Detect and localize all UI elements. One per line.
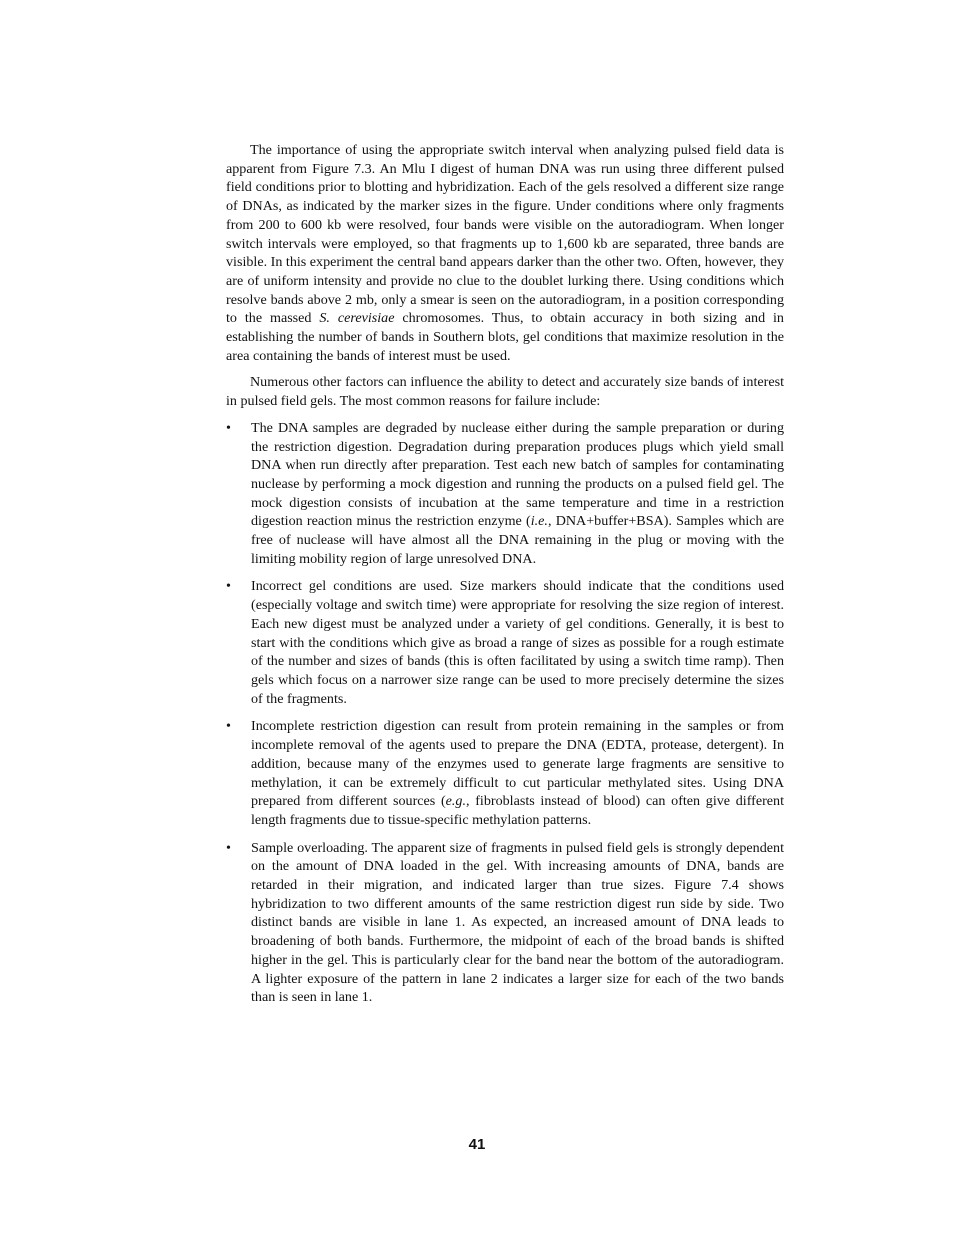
bullet-icon: • — [226, 718, 231, 735]
list-item-text: Incorrect gel conditions are used. Size markers should indicate that the conditions used (especially voltage and switch time) were appropriate for resolving the size region of interest. Each new digest must be analyzed under a variety of gel conditions. Generally, it is best to start with the conditions which give as broad a range of sizes as possible for a rough estimate of the number and sizes of bands (this is often facilitated by using a switch time ramp). Then gels which focus on a narrower size range can be used to more precisely determine the sizes of the fragments. — [251, 578, 784, 707]
list-item-text: , fibroblasts instead of blood) can often give different length fragments due to tissue-specific methylation patterns. — [251, 793, 784, 828]
list-item-degraded-samples — [226, 419, 784, 569]
paragraph-text: The importance of using the appropriate switch interval when analyzing pulsed field data is apparent from Figure 7.3. An Mlu I digest of human DNA was run using three different pulsed field conditions prior to blotting and hybridization. Each of the gels resolved a different size range of DNAs, as indicated by the marker sizes in the figure. Under conditions where only fragments from 200 to 600 kb were resolved, four bands were visible on the autoradiogram. When longer switch intervals were employed, so that fragments up to 1,600 kb are separated, three bands are visible. In this experiment the central band appears darker than the other two. Often, however, they are of uniform intensity and provide no clue to the doublet lurking there. Using conditions which resolve bands above 2 mb, only a smear is seen on the autoradiogram, in a position corresponding to the massed — [226, 142, 784, 327]
bullet-icon: • — [226, 578, 231, 595]
abbreviation: e.g. — [445, 793, 467, 810]
paragraph-other-factors: Numerous other factors can influence the ability to detect and accurately size bands of interest in pulsed field gels. The most common reasons for failure include: — [226, 374, 784, 410]
list-item-sample-overloading — [226, 839, 784, 1007]
paragraph-switch-interval — [226, 141, 784, 365]
abbreviation: i.e. — [530, 513, 548, 530]
page-body — [226, 141, 784, 1016]
page-number: 41 — [468, 1136, 486, 1153]
list-item-incomplete-digestion — [226, 717, 784, 829]
bullet-icon: • — [226, 419, 231, 436]
species-name: S. cerevisiae — [319, 310, 395, 327]
list-item-incorrect-gel-conditions — [226, 577, 784, 708]
failure-reasons-list — [226, 419, 784, 1007]
list-item-text: Incomplete restriction digestion can result from protein remaining in the samples or from incomplete removal of the agents used to prepare the DNA (EDTA, protease, detergent). In addition, because many of the enzymes used to generate large fragments are sensitive to methylation, it can be extremely difficult to cut particular methylated sites. Using DNA prepared from different sources ( — [251, 718, 784, 810]
paragraph-text: chromosomes. Thus, to obtain accuracy in both sizing and in establishing the number of bands in Southern blots, gel conditions that maximize resolution in the area containing the bands of interest must be used. — [226, 310, 784, 364]
list-item-text: , DNA+buffer+BSA). Samples which are free of nuclease will have almost all the DNA remaining in the plug or moving with the limiting mobility region of large unresolved DNA. — [251, 513, 785, 567]
list-item-text: Sample overloading. The apparent size of fragments in pulsed field gels is strongly dependent on the amount of DNA loaded in the gel. With increasing amounts of DNA, bands are retarded in their migration, and indicated larger than true sizes. Figure 7.4 shows hybridization to two different amounts of the same restriction digest run side by side. Two distinct bands are visible in lane 1. As expected, an increased amount of DNA leads to broadening of both bands. Furthermore, the midpoint of each of the broad bands is shifted higher in the gel. This is particularly clear for the band near the bottom of the autoradiogram. A lighter exposure of the pattern in lane 2 indicates a larger size for each of the two bands than is seen in lane 1. — [251, 839, 784, 1006]
list-item-text: The DNA samples are degraded by nuclease either during the sample preparation or during the restriction digestion. Degradation during preparation produces plugs which yield small DNA when run directly after preparation. Test each new batch of samples for contaminating nuclease by performing a mock digestion and running the products on a pulsed field gel. The mock digestion consists of incubation at the same temperature and time in a restriction digestion reaction minus the restriction enzyme ( — [251, 419, 784, 530]
bullet-icon: • — [226, 839, 231, 856]
